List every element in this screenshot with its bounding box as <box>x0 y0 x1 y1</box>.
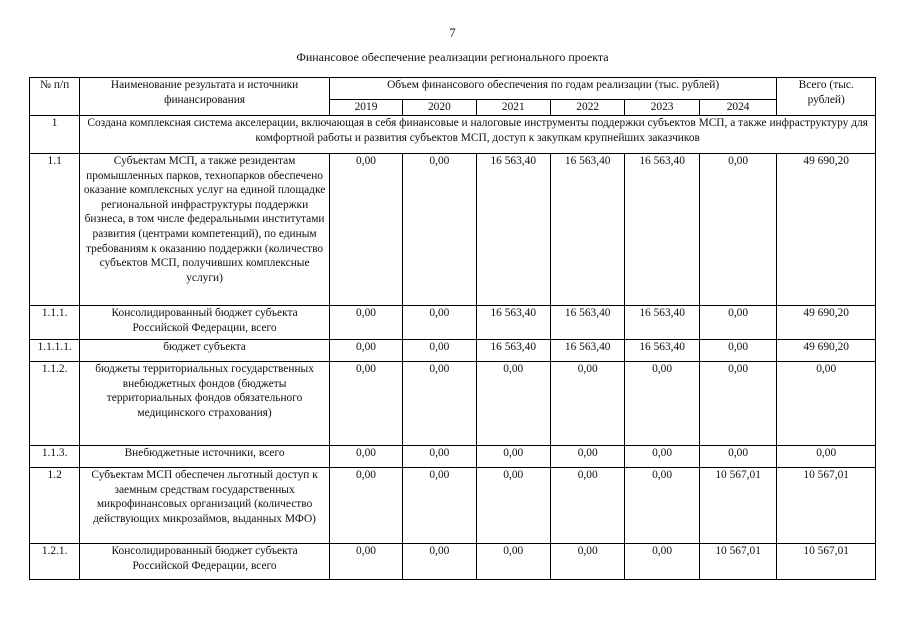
financing-table <box>29 77 876 580</box>
row-value-2021: 16 563,40 <box>476 306 550 340</box>
row-value-2024: 0,00 <box>699 306 777 340</box>
row-value-2022: 0,00 <box>550 468 624 544</box>
row-total: 0,00 <box>777 446 876 468</box>
header-num: № п/п <box>30 78 80 116</box>
row-num: 1.2.1. <box>30 544 80 580</box>
row-num: 1.1 <box>30 154 80 306</box>
row-name: Субъектам МСП обеспечен льготный доступ к заемным средствам государственных микрофинансовых организаций (количество действующих микрозаймов, выданных МФО) <box>80 468 330 544</box>
row-total: 10 567,01 <box>777 544 876 580</box>
row-value-2019: 0,00 <box>329 468 402 544</box>
page-number: 7 <box>449 26 456 40</box>
row-value-2019: 0,00 <box>329 446 402 468</box>
row-value-2021: 0,00 <box>476 362 550 446</box>
row-value-2023: 0,00 <box>625 468 699 544</box>
row-value-2019: 0,00 <box>329 544 402 580</box>
row-value-2020: 0,00 <box>403 362 476 446</box>
table-row <box>30 306 876 340</box>
row-value-2019: 0,00 <box>329 306 402 340</box>
document-title: Финансовое обеспечение реализации регионального проекта <box>296 50 609 64</box>
row-value-2020: 0,00 <box>403 340 476 362</box>
row-value-2024: 0,00 <box>699 362 777 446</box>
table-row <box>30 544 876 580</box>
section-text: Создана комплексная система акселерации, включающая в себя финансовые и налоговые инструменты поддержки субъектов МСП, а также инфраструктуру для комфортной работы и развития субъектов МСП, доступ к закупкам крупнейших заказчиков <box>80 116 876 154</box>
row-value-2024: 0,00 <box>699 446 777 468</box>
row-value-2024: 0,00 <box>699 154 777 306</box>
row-value-2020: 0,00 <box>403 544 476 580</box>
row-total: 10 567,01 <box>777 468 876 544</box>
header-year: 2024 <box>699 100 777 116</box>
row-value-2024: 10 567,01 <box>699 544 777 580</box>
header-name: Наименование результата и источники финансирования <box>80 78 330 116</box>
row-value-2022: 0,00 <box>550 362 624 446</box>
row-total: 49 690,20 <box>777 340 876 362</box>
header-year: 2021 <box>476 100 550 116</box>
row-num: 1.2 <box>30 468 80 544</box>
row-num: 1.1.3. <box>30 446 80 468</box>
row-value-2023: 16 563,40 <box>625 306 699 340</box>
row-total: 49 690,20 <box>777 154 876 306</box>
row-value-2022: 16 563,40 <box>550 154 624 306</box>
header-year: 2020 <box>403 100 476 116</box>
row-value-2021: 16 563,40 <box>476 340 550 362</box>
row-value-2020: 0,00 <box>403 306 476 340</box>
row-name: бюджет субъекта <box>80 340 330 362</box>
row-value-2019: 0,00 <box>329 362 402 446</box>
row-num: 1.1.1.1. <box>30 340 80 362</box>
row-name: Внебюджетные источники, всего <box>80 446 330 468</box>
row-value-2020: 0,00 <box>403 446 476 468</box>
row-num: 1.1.2. <box>30 362 80 446</box>
table-row <box>30 154 876 306</box>
row-value-2022: 16 563,40 <box>550 340 624 362</box>
row-value-2020: 0,00 <box>403 154 476 306</box>
row-value-2023: 16 563,40 <box>625 154 699 306</box>
row-name: Консолидированный бюджет субъекта Российской Федерации, всего <box>80 544 330 580</box>
header-year: 2023 <box>625 100 699 116</box>
row-value-2021: 0,00 <box>476 544 550 580</box>
row-value-2020: 0,00 <box>403 468 476 544</box>
row-total: 0,00 <box>777 362 876 446</box>
row-value-2019: 0,00 <box>329 340 402 362</box>
table-row <box>30 362 876 446</box>
header-volume: Объем финансового обеспечения по годам реализации (тыс. рублей) <box>329 78 777 100</box>
row-value-2023: 0,00 <box>625 446 699 468</box>
table-row <box>30 468 876 544</box>
row-value-2023: 0,00 <box>625 362 699 446</box>
row-value-2022: 0,00 <box>550 446 624 468</box>
row-value-2024: 0,00 <box>699 340 777 362</box>
table-row <box>30 446 876 468</box>
row-value-2023: 0,00 <box>625 544 699 580</box>
row-num: 1.1.1. <box>30 306 80 340</box>
row-value-2024: 10 567,01 <box>699 468 777 544</box>
header-year: 2022 <box>550 100 624 116</box>
row-name: Консолидированный бюджет субъекта Российской Федерации, всего <box>80 306 330 340</box>
row-value-2021: 0,00 <box>476 468 550 544</box>
row-value-2021: 0,00 <box>476 446 550 468</box>
header-total: Всего (тыс. рублей) <box>777 78 876 116</box>
header-year: 2019 <box>329 100 402 116</box>
row-value-2022: 0,00 <box>550 544 624 580</box>
row-value-2019: 0,00 <box>329 154 402 306</box>
section-num: 1 <box>30 116 80 154</box>
row-name: Субъектам МСП, а также резидентам промышленных парков, технопарков обеспечено оказание комплексных услуг на единой площадке региональной инфраструктуры поддержки бизнеса, в том числе федеральными институтами развития (центрами компетенций), по единым требованиям к оказанию поддержки (количество субъектов МСП, получивших комплексные услуги) <box>80 154 330 306</box>
row-name: бюджеты территориальных государственных внебюджетных фондов (бюджеты территориальных фондов обязательного медицинского страхования) <box>80 362 330 446</box>
row-total: 49 690,20 <box>777 306 876 340</box>
table-row <box>30 340 876 362</box>
row-value-2021: 16 563,40 <box>476 154 550 306</box>
row-value-2023: 16 563,40 <box>625 340 699 362</box>
row-value-2022: 16 563,40 <box>550 306 624 340</box>
